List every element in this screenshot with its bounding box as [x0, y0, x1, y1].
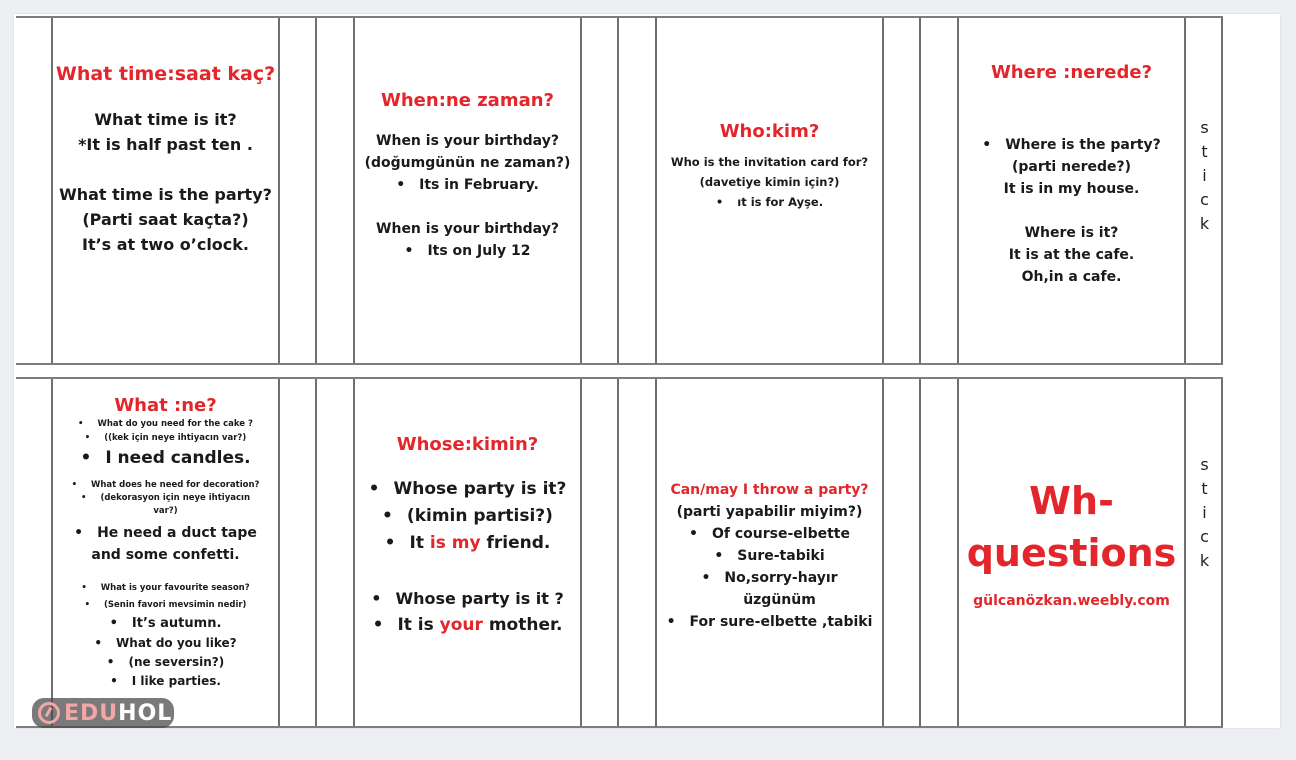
stick-letter: i: [1202, 166, 1207, 185]
card-what-time: [53, 18, 278, 363]
card-line: • I like parties.: [110, 672, 221, 691]
card-line: • It’s autumn.: [110, 614, 222, 634]
card-line: • (dekorasyon için neye ihtiyacın var?): [81, 492, 251, 518]
card-line: • He need a duct tape: [74, 522, 257, 544]
card-line: Oh,in a cafe.: [1021, 269, 1122, 285]
card-line: • Whose party is it ?: [371, 585, 564, 612]
highlight-text: your: [439, 615, 483, 635]
card-what: [53, 379, 278, 726]
card-line: [373, 612, 563, 639]
card-can-may: [657, 379, 882, 726]
card-line: • (Senin favori mevsimin nedir): [85, 597, 247, 614]
card-where: [959, 18, 1184, 363]
card-row-2: [16, 377, 1223, 728]
fold-line: [278, 379, 280, 726]
card-line: • Its on July 12: [405, 240, 531, 262]
card-line: üzgünüm: [743, 592, 816, 608]
card-line: • Whose party is it?: [369, 476, 567, 503]
card-line: Who is the invitation card for?: [670, 155, 869, 169]
card-line: • What do you need for the cake ?: [78, 417, 253, 431]
highlight-text: is my: [429, 533, 481, 553]
stick-letter: t: [1201, 142, 1208, 161]
card-line: and some confetti.: [91, 547, 240, 563]
card-line: • What is your favourite season?: [81, 580, 249, 597]
stick-letter: c: [1200, 190, 1209, 209]
fold-line: [617, 379, 619, 726]
fold-line: [617, 18, 619, 363]
card-line: What time is it?: [94, 110, 237, 129]
stick-letter: k: [1199, 551, 1210, 570]
card-line: (parti nerede?): [1011, 159, 1132, 175]
card-line: • What do you like?: [94, 634, 236, 653]
website-credit: gülcanözkan.weebly.com: [973, 593, 1170, 609]
card-line: It is at the cafe.: [1008, 247, 1135, 263]
watermark-text-b: HOL: [118, 700, 173, 726]
card-line: • (ne seversin?): [107, 653, 224, 672]
card-line: It’s at two o’clock.: [81, 235, 249, 254]
card-title: What :ne?: [114, 395, 217, 416]
fold-line: [315, 18, 317, 363]
card-line: *It is half past ten .: [78, 135, 253, 154]
text-segment: mother.: [482, 615, 563, 635]
eduhol-watermark: [32, 698, 174, 728]
card-line: (Parti saat kaçta?): [82, 210, 249, 229]
card-who: [657, 18, 882, 363]
fold-line: [882, 18, 884, 363]
fold-line: [919, 379, 921, 726]
card-line: When is your birthday?: [376, 221, 559, 237]
stick-letter: s: [1200, 455, 1209, 474]
text-segment: It is: [397, 615, 440, 635]
fold-line: [278, 18, 280, 363]
card-line: • Of course-elbette: [689, 523, 850, 545]
stick-letter: i: [1202, 503, 1207, 522]
card-line: • ((kek için neye ihtiyacın var?): [85, 431, 246, 445]
card-line: What time is the party?: [59, 185, 272, 204]
text-segment: friend.: [480, 533, 551, 553]
card-title: When:ne zaman?: [381, 90, 554, 111]
card-title: Where :nerede?: [990, 62, 1153, 83]
card-line: (parti yapabilir miyim?): [676, 504, 863, 520]
card-line: Where is it?: [1024, 225, 1119, 241]
card-line: • Where is the party?: [982, 134, 1160, 156]
fold-line: [315, 379, 317, 726]
fold-line: [882, 379, 884, 726]
fold-line: [919, 18, 921, 363]
card-line: • No,sorry-hayır: [701, 567, 837, 589]
stick-letter: k: [1199, 214, 1210, 233]
card-line: • (kimin partisi?): [382, 503, 553, 530]
card-whose: [355, 379, 580, 726]
card-line: • What does he need for decoration?: [72, 479, 260, 492]
card-row-1: [16, 16, 1223, 365]
card-line: • ıt is for Ayşe.: [716, 192, 823, 212]
card-line: When is your birthday?: [376, 133, 559, 149]
card-title: Whose:kimin?: [396, 434, 539, 455]
card-line: (doğumgünün ne zaman?): [364, 155, 571, 171]
card-line: (davetiye kimin için?): [699, 175, 840, 189]
card-cover: [959, 379, 1184, 726]
cover-title: questions: [966, 531, 1177, 575]
card-title: Who:kim?: [719, 121, 820, 142]
card-title: What time:saat kaç?: [55, 63, 276, 85]
stick-letter: c: [1200, 527, 1209, 546]
card-line: • I need candles.: [80, 445, 250, 471]
stick-tab: [1186, 379, 1223, 726]
stick-letter: t: [1201, 479, 1208, 498]
card-when: [355, 18, 580, 363]
card-title: Can/may I throw a party?: [670, 482, 869, 498]
card-line: • Sure-tabiki: [714, 545, 824, 567]
fold-line: [580, 379, 582, 726]
eduhol-logo-icon: [38, 702, 60, 724]
fold-line: [580, 18, 582, 363]
card-line: It is in my house.: [1003, 181, 1140, 197]
card-line: • For sure-elbette ,tabiki: [667, 611, 873, 633]
card-line: • Its in February.: [396, 174, 539, 196]
cover-title: Wh-: [1029, 479, 1114, 523]
watermark-text-a: EDU: [64, 700, 119, 726]
stick-letter: s: [1200, 118, 1209, 137]
card-line: [385, 530, 551, 557]
text-segment: It: [409, 533, 430, 553]
stick-tab: [1186, 18, 1223, 363]
